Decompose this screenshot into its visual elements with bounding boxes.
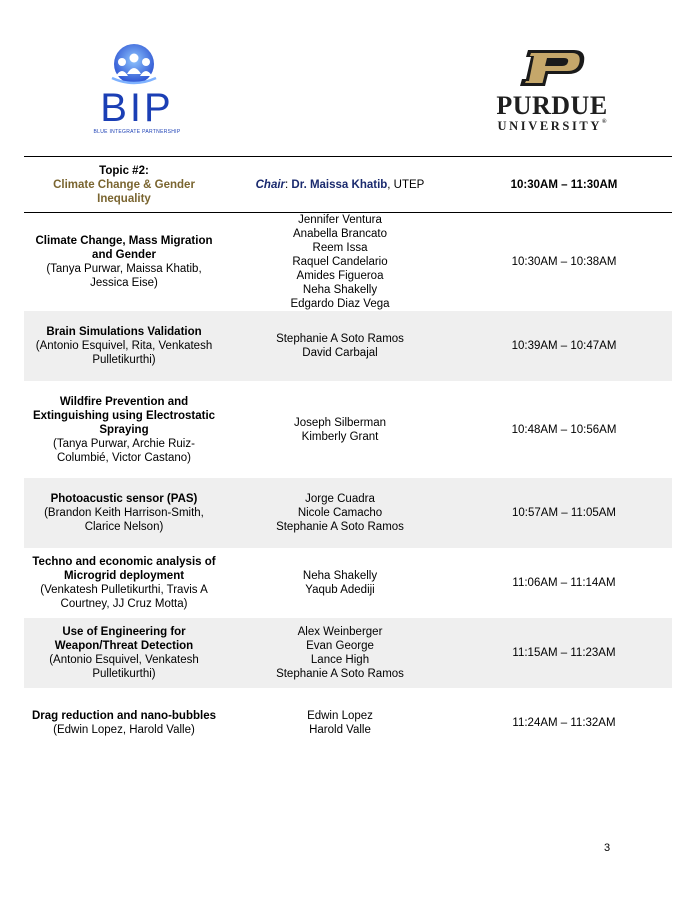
presenter-name: Anabella Brancato bbox=[293, 228, 387, 240]
presenter-name: Alex Weinberger bbox=[297, 626, 383, 638]
session-authors: (Tanya Purwar, Maissa Khatib, Jessica Eise) bbox=[46, 263, 202, 289]
session-authors: (Venkatesh Pulletikurthi, Travis A Courtney, JJ Cruz Motta) bbox=[40, 584, 208, 610]
presenter-name: Lance High bbox=[310, 654, 370, 666]
session-title: Drag reduction and nano-bubbles bbox=[31, 710, 216, 722]
purdue-logo bbox=[484, 48, 620, 136]
schedule-table bbox=[24, 156, 672, 758]
session-presenters-cell bbox=[224, 381, 456, 478]
presenter-name: Raquel Candelario bbox=[292, 256, 388, 268]
presenter-name: Reem Issa bbox=[312, 242, 368, 254]
bip-people-icon bbox=[108, 42, 160, 86]
session-title: Use of Engineering for Weapon/Threat Detection bbox=[54, 626, 194, 652]
session-presenters-cell bbox=[224, 311, 456, 381]
session-topic-cell bbox=[24, 311, 224, 381]
session-authors: (Tanya Purwar, Archie Ruiz-Columbié, Victor Castano) bbox=[53, 437, 195, 464]
presenter-name: Edwin Lopez bbox=[307, 710, 373, 722]
session-row bbox=[24, 213, 672, 312]
chair-label: Chair bbox=[255, 178, 286, 191]
session-time: 11:15AM – 11:23AM bbox=[456, 618, 672, 688]
purdue-university-text: UNIVERSITY bbox=[497, 119, 602, 133]
session-row bbox=[24, 381, 672, 478]
chair-separator: : bbox=[285, 178, 292, 191]
purdue-p-icon bbox=[514, 48, 586, 88]
chair-cell bbox=[224, 157, 456, 213]
session-title: Techno and economic analysis of Microgrid deployment bbox=[32, 556, 216, 582]
presenter-name: David Carbajal bbox=[302, 347, 378, 359]
presenter-name: Harold Valle bbox=[309, 724, 371, 736]
topic-number: Topic #2: bbox=[99, 164, 149, 177]
session-presenters-cell bbox=[224, 548, 456, 618]
topic-time: 10:30AM – 11:30AM bbox=[456, 157, 672, 213]
session-topic-cell bbox=[24, 618, 224, 688]
presenter-name: Amides Figueroa bbox=[296, 270, 384, 282]
topic-name: Climate Change & Gender Inequality bbox=[53, 178, 195, 205]
bip-logo-subtitle: BLUE INTEGRATE PARTNERSHIP bbox=[93, 129, 181, 135]
session-row bbox=[24, 311, 672, 381]
presenter-name: Evan George bbox=[306, 640, 374, 652]
session-topic-cell bbox=[24, 478, 224, 548]
session-authors: (Brandon Keith Harrison-Smith, Clarice Nelson) bbox=[44, 507, 204, 533]
purdue-university bbox=[484, 119, 620, 134]
presenter-name: Jorge Cuadra bbox=[305, 493, 375, 505]
session-presenters-cell bbox=[224, 688, 456, 758]
session-title: Wildfire Prevention and Extinguishing using Electrostatic Spraying bbox=[32, 395, 216, 436]
session-time: 11:24AM – 11:32AM bbox=[512, 717, 616, 729]
topic-header-cell bbox=[24, 157, 224, 213]
presenter-name: Neha Shakelly bbox=[302, 284, 378, 296]
session-time: 10:39AM – 10:47AM bbox=[456, 311, 672, 381]
session-topic-cell bbox=[24, 688, 224, 758]
chair-affiliation: , UTEP bbox=[387, 178, 425, 191]
session-time: 11:06AM – 11:14AM bbox=[512, 577, 616, 589]
session-presenters-cell bbox=[224, 618, 456, 688]
bip-logo bbox=[78, 42, 196, 138]
session-time: 10:48AM – 10:56AM bbox=[511, 423, 617, 436]
session-title: Climate Change, Mass Migration and Gender bbox=[35, 235, 213, 261]
session-row bbox=[24, 688, 672, 758]
session-topic-cell bbox=[24, 381, 224, 478]
presenter-name: Joseph Silberman bbox=[293, 416, 387, 429]
presenter-name: Yaqub Adediji bbox=[305, 584, 375, 596]
presenter-name: Neha Shakelly bbox=[302, 570, 378, 582]
registered-mark: ® bbox=[602, 119, 607, 125]
session-topic-cell bbox=[24, 548, 224, 618]
purdue-name: PURDUE bbox=[496, 91, 608, 120]
topic-header-row bbox=[24, 157, 672, 213]
session-time: 10:57AM – 11:05AM bbox=[456, 478, 672, 548]
session-title: Brain Simulations Validation bbox=[46, 326, 202, 338]
session-authors: (Antonio Esquivel, Rita, Venkatesh Pulletikurthi) bbox=[35, 340, 213, 366]
session-authors: (Antonio Esquivel, Venkatesh Pulletikurthi) bbox=[49, 654, 199, 680]
presenter-name: Kimberly Grant bbox=[301, 430, 379, 443]
presenter-name: Stephanie A Soto Ramos bbox=[276, 333, 404, 345]
session-row bbox=[24, 618, 672, 688]
session-authors: (Edwin Lopez, Harold Valle) bbox=[53, 724, 195, 736]
presenter-name: Nicole Camacho bbox=[297, 507, 383, 519]
session-presenters-cell bbox=[224, 478, 456, 548]
presenter-name: Edgardo Diaz Vega bbox=[290, 298, 390, 310]
chair-name: Dr. Maissa Khatib bbox=[291, 178, 388, 191]
presenter-name: Jennifer Ventura bbox=[298, 214, 382, 226]
session-row bbox=[24, 548, 672, 618]
presenter-name: Stephanie A Soto Ramos bbox=[276, 668, 404, 680]
session-title: Photoacustic sensor (PAS) bbox=[50, 493, 198, 505]
page-number: 3 bbox=[604, 842, 611, 854]
session-topic-cell bbox=[24, 213, 224, 312]
session-presenters-cell bbox=[224, 213, 456, 312]
session-time: 10:30AM – 10:38AM bbox=[511, 256, 617, 268]
session-row bbox=[24, 478, 672, 548]
bip-logo-word: BIP bbox=[100, 86, 174, 130]
presenter-name: Stephanie A Soto Ramos bbox=[276, 521, 404, 533]
